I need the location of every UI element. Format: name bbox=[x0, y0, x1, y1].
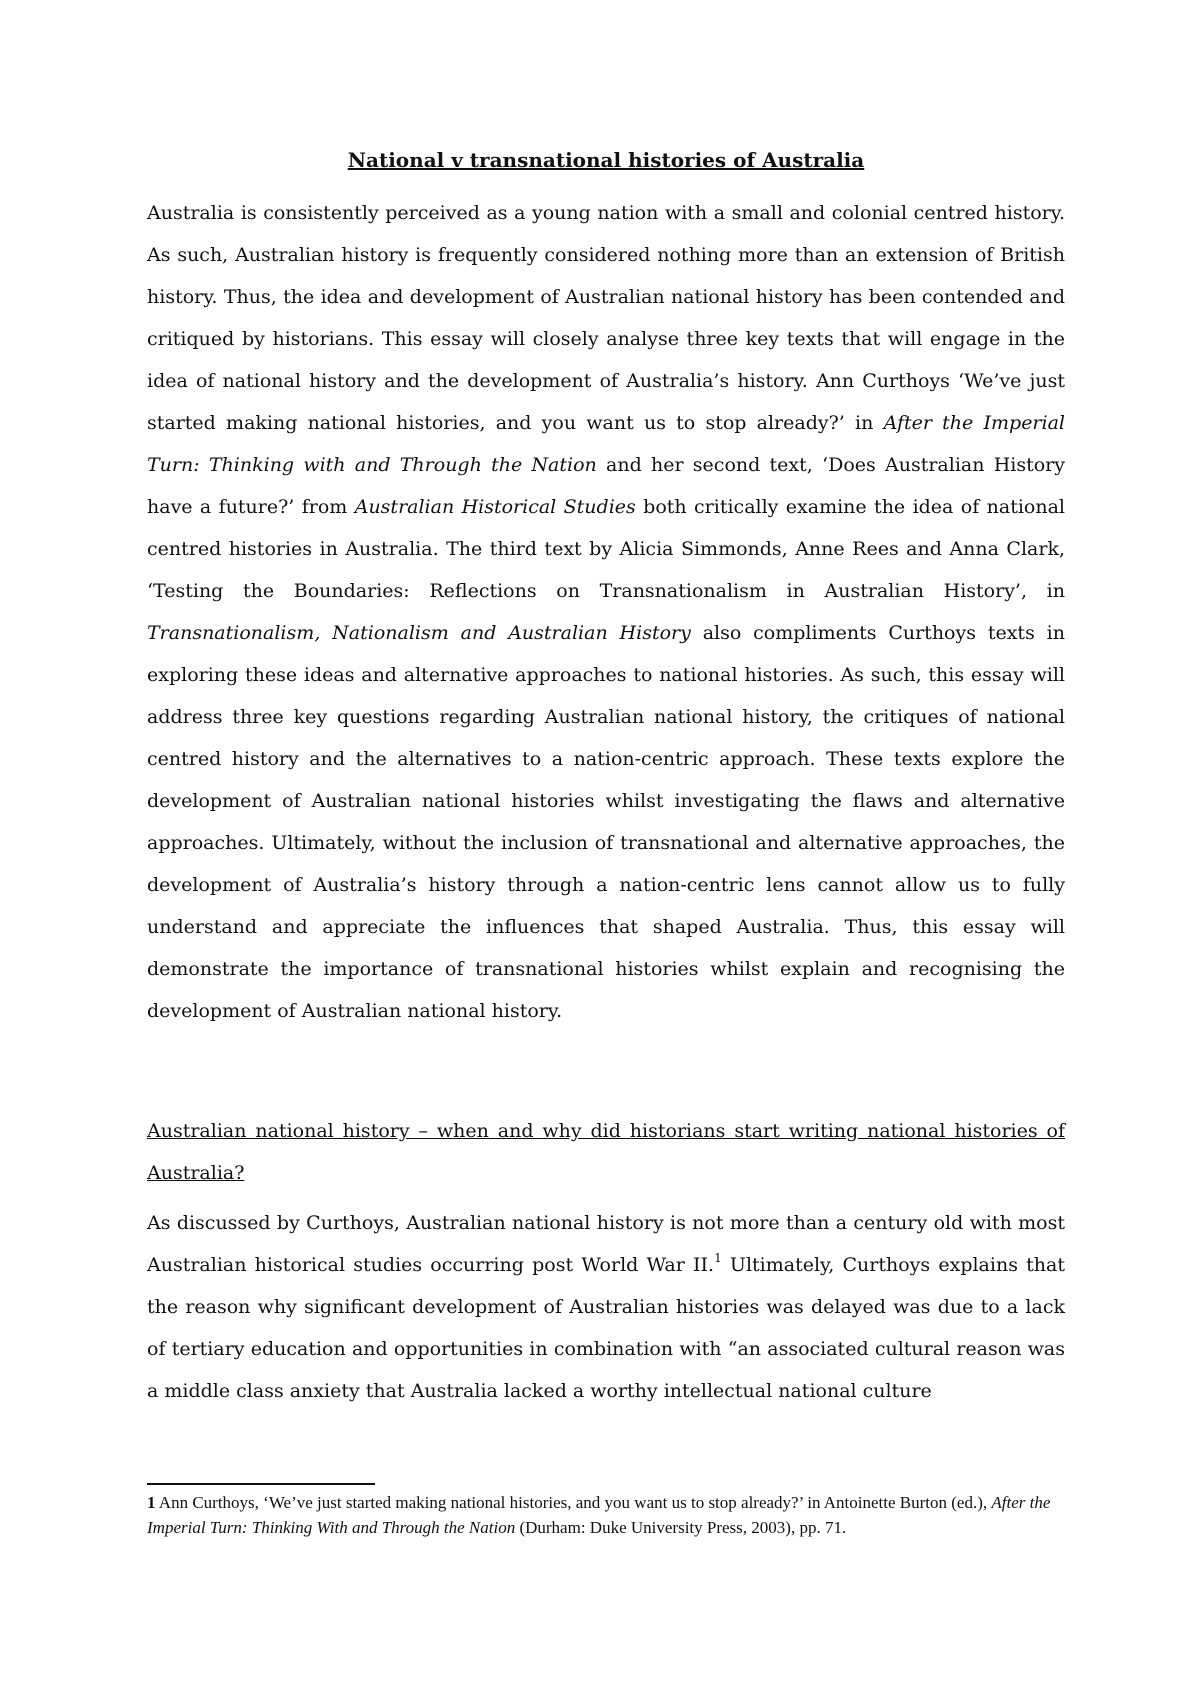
intro-italic-title-3: Transnationalism, Nationalism and Australian History bbox=[147, 622, 691, 644]
intro-text-4: also compliments Curthoys texts in exploring these ideas and alternative approaches to national histories. As such, this essay will address three key questions regarding Australian national history, the critiques of national centred history and the alternatives to a nation-centric approach. These texts explore the development of Australian national histories whilst investigating the flaws and alternative approaches. Ultimately, without the inclusion of transnational and alternative approaches, the development of Australia’s history through a nation-centric lens cannot allow us to fully understand and appreciate the influences that shaped Australia. Thus, this essay will demonstrate the importance of transnational histories whilst explain and recognising the development of Australian national history. bbox=[147, 622, 1065, 1022]
intro-italic-title-2: Australian Historical Studies bbox=[354, 496, 636, 518]
footnote-text-2: (Durham: Duke University Press, 2003), pp. 71. bbox=[515, 1518, 847, 1537]
intro-text-3: both critically examine the idea of national centred histories in Australia. The third text by Alicia Simmonds, Anne Rees and Anna Clark, ‘Testing the Boundaries: Reflections on Transnationalism in Australian History’, in bbox=[147, 496, 1065, 602]
intro-text-2: and her second text, ‘Does Australian History have a future?’ from bbox=[147, 454, 1065, 518]
document-title: National v transnational histories of Australia bbox=[347, 148, 865, 172]
footnote-divider bbox=[147, 1483, 375, 1485]
section-heading: Australian national history – when and why did historians start writing national histories of Australia? bbox=[147, 1120, 1065, 1184]
footnote-reference[interactable]: 1 bbox=[714, 1251, 722, 1265]
section-text-2: Ultimately, Curthoys explains that the reason why significant development of Australian histories was delayed was due to a lack of tertiary education and opportunities in combination with “an associated cultural reason was a middle class anxiety that Australia lacked a worthy intellectual national culture bbox=[147, 1254, 1065, 1402]
section-text-1: As discussed by Curthoys, Australian national history is not more than a century old with most Australian historical studies occurring post World War II. bbox=[147, 1212, 1065, 1276]
footnote-italic-title: After the Imperial Turn: Thinking With and Through the Nation bbox=[147, 1493, 1051, 1537]
intro-text-1: Australia is consistently perceived as a young nation with a small and colonial centred history. As such, Australian history is frequently considered nothing more than an extension of British history. Thus, the idea and development of Australian national history has been contended and critiqued by historians. This essay will closely analyse three key texts that will engage in the idea of national history and the development of Australia’s history. Ann Curthoys ‘We’ve just started making national histories, and you want us to stop already?’ in bbox=[147, 202, 1065, 434]
intro-italic-title-1: After the Imperial Turn: Thinking with and Through the Nation bbox=[147, 412, 1065, 476]
footnote-text-1: Ann Curthoys, ‘We’ve just started making national histories, and you want us to stop already?’ in Antoinette Burton (ed.), bbox=[155, 1493, 992, 1512]
section-paragraph bbox=[147, 1202, 1065, 1412]
footnote bbox=[147, 1490, 1065, 1540]
document-body bbox=[147, 142, 1065, 1412]
footnote-number: 1 bbox=[147, 1493, 156, 1512]
intro-paragraph bbox=[147, 192, 1065, 1032]
